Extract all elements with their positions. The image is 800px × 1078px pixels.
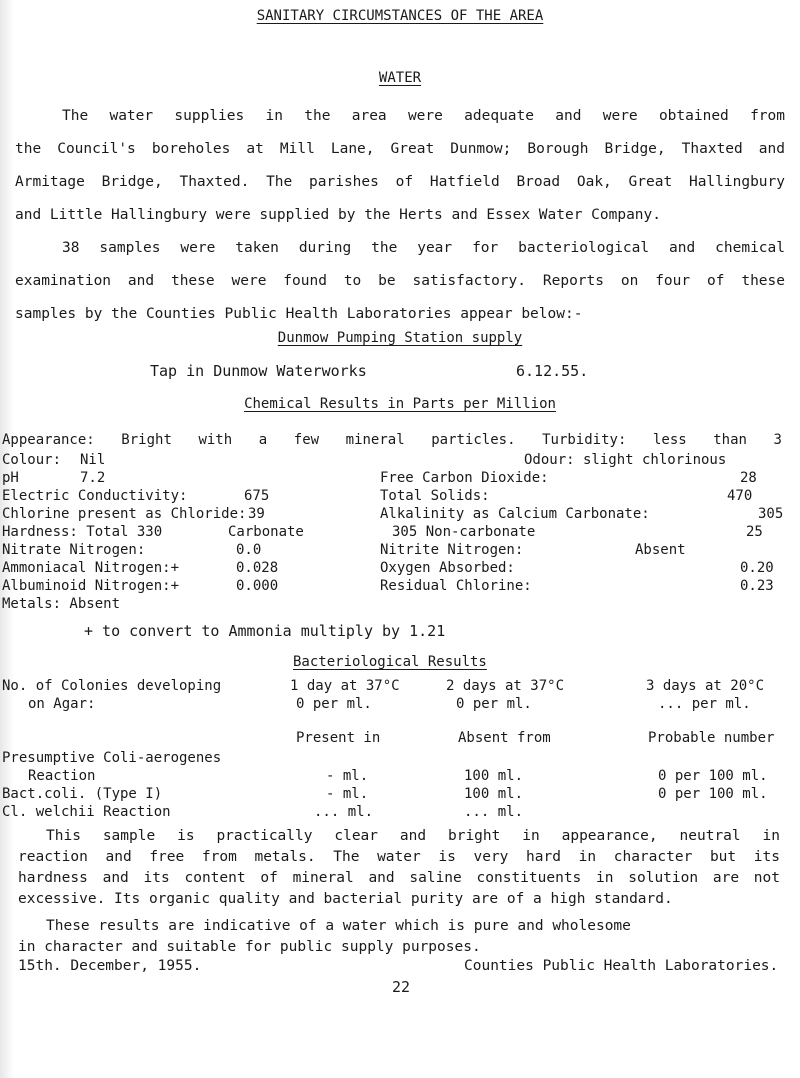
intro-line: The water supplies in the area were adequate and were obtained from: [62, 108, 785, 124]
chem-left-label: Colour:: [2, 452, 62, 468]
bact-row-absent: 100 ml.: [464, 786, 524, 802]
chem-left-value: 675: [244, 488, 270, 504]
intro-line: samples by the Counties Public Health Laboratories appear below:-: [15, 306, 583, 322]
chem-left-label: Nitrate Nitrogen:: [2, 542, 146, 558]
chemical-title-text: Chemical Results in Parts per Million: [244, 396, 556, 412]
header-absent-from: Absent from: [458, 730, 551, 746]
chem-left-value: Nil: [80, 452, 106, 468]
bact-row-present: - ml.: [326, 768, 369, 784]
intro-line: examination and these were found to be satisfactory. Reports on four of these: [15, 273, 785, 289]
sub-heading-text: WATER: [378, 70, 422, 86]
bacteriological-title: [293, 654, 487, 670]
bact-row-present: - ml.: [326, 786, 369, 802]
section-heading-text: SANITARY CIRCUMSTANCES OF THE AREA: [256, 8, 544, 24]
chem-right-value: 0.20: [740, 560, 774, 576]
indicative-line: in character and suitable for public supply purposes.: [18, 939, 481, 955]
chem-left-label: pH: [2, 470, 19, 486]
chem-right-value: 0.23: [740, 578, 774, 594]
bact-row-absent: ... ml.: [464, 804, 524, 820]
chem-left-label: Electric Conductivity:: [2, 488, 188, 504]
chem-left-value: 0.0: [236, 542, 262, 558]
header-present-in: Present in: [296, 730, 381, 746]
laboratory-name: Counties Public Health Laboratories.: [464, 958, 779, 974]
chem-right-label: Nitrite Nitrogen:: [380, 542, 524, 558]
chem-right-value: 25: [746, 524, 763, 540]
conclusion-paragraph: [18, 826, 780, 910]
chem-right-value: Absent: [635, 542, 686, 558]
conclusion-line: reaction and free from metals. The water is very hard in character but its: [18, 849, 780, 865]
colonies-head-2days: 2 days at 37°C: [446, 678, 565, 694]
bact-row-probable: 0 per 100 ml.: [658, 768, 768, 784]
conclusion-line: This sample is practically clear and bright in appearance, neutral in: [46, 828, 780, 844]
bact-row-label: Presumptive Coli-aerogenes: [2, 750, 222, 766]
section-heading: [0, 8, 800, 24]
chem-right-label: Alkalinity as Calcium Carbonate:: [380, 506, 650, 522]
chem-left-value: Carbonate: [228, 524, 304, 540]
station-title-text: Dunmow Pumping Station supply: [277, 330, 523, 346]
colonies-value-2days: 0 per ml.: [456, 696, 532, 712]
conclusion-line: hardness and its content of mineral and saline constituents in solution are not: [18, 870, 780, 886]
chem-right-label: Odour: slight chlorinous: [524, 452, 727, 468]
appearance-text: Appearance: Bright with a few mineral particles. Turbidity: less than 3: [2, 432, 782, 448]
intro-line: Armitage Bridge, Thaxted. The parishes of Hatfield Broad Oak, Great Hallingbury: [15, 174, 785, 190]
report-date: 15th. December, 1955.: [18, 958, 202, 974]
chem-left-label: Hardness: Total 330: [2, 524, 163, 540]
chem-left-value: 7.2: [80, 470, 106, 486]
header-probable-number: Probable number: [648, 730, 775, 746]
bacteriological-title-text: Bacteriological Results: [293, 654, 487, 670]
colonies-label: No. of Colonies developing: [2, 678, 222, 694]
intro-paragraph: [15, 100, 785, 331]
tap-label: Tap in Dunmow Waterworks: [150, 362, 367, 380]
chem-right-value: 28: [740, 470, 757, 486]
chem-left-label: Chlorine present as Chloride:: [2, 506, 247, 522]
sub-heading: [0, 70, 800, 86]
station-title: [0, 330, 800, 346]
bact-row-present: ... ml.: [314, 804, 374, 820]
page-number: 22: [392, 978, 411, 996]
colonies-value-1day: 0 per ml.: [296, 696, 372, 712]
chemical-title: [0, 396, 800, 412]
bact-row-probable: 0 per 100 ml.: [658, 786, 768, 802]
chem-right-label: Total Solids:: [380, 488, 490, 504]
colonies-head-1day: 1 day at 37°C: [290, 678, 400, 694]
intro-line: the Council's boreholes at Mill Lane, Great Dunmow; Borough Bridge, Thaxted and: [15, 141, 785, 157]
indicative-paragraph: [18, 916, 780, 958]
chem-left-label: Albuminoid Nitrogen:+: [2, 578, 180, 594]
chem-left-value: 0.000: [236, 578, 279, 594]
conclusion-line: excessive. Its organic quality and bacterial purity are of a high standard.: [18, 891, 673, 907]
appearance-line: [2, 432, 782, 448]
indicative-line: These results are indicative of a water which is pure and wholesome: [46, 918, 631, 934]
ammonia-footnote: + to convert to Ammonia multiply by 1.21: [84, 622, 446, 640]
chem-left-value: 39: [248, 506, 265, 522]
chem-right-label: Free Carbon Dioxide:: [380, 470, 549, 486]
chem-right-value: 305: [758, 506, 784, 522]
bact-row-label-cont: Reaction: [28, 768, 96, 784]
tap-date: 6.12.55.: [516, 362, 589, 380]
chem-right-label: Oxygen Absorbed:: [380, 560, 515, 576]
chem-right-label: Residual Chlorine:: [380, 578, 532, 594]
chem-left-value: 0.028: [236, 560, 279, 576]
bact-row-absent: 100 ml.: [464, 768, 524, 784]
bact-row-label: Bact.coli. (Type I): [2, 786, 163, 802]
chem-right-label: 305 Non-carbonate: [392, 524, 536, 540]
colonies-head-3days: 3 days at 20°C: [646, 678, 765, 694]
chem-left-label: Ammoniacal Nitrogen:+: [2, 560, 180, 576]
bact-row-label: Cl. welchii Reaction: [2, 804, 171, 820]
chem-left-label: Metals: Absent: [2, 596, 121, 612]
colonies-label-cont: on Agar:: [28, 696, 96, 712]
chem-right-value: 470: [727, 488, 753, 504]
intro-line: and Little Hallingbury were supplied by the Herts and Essex Water Company.: [15, 207, 662, 223]
colonies-value-3days: ... per ml.: [658, 696, 751, 712]
intro-line: 38 samples were taken during the year for bacteriological and chemical: [62, 240, 785, 256]
